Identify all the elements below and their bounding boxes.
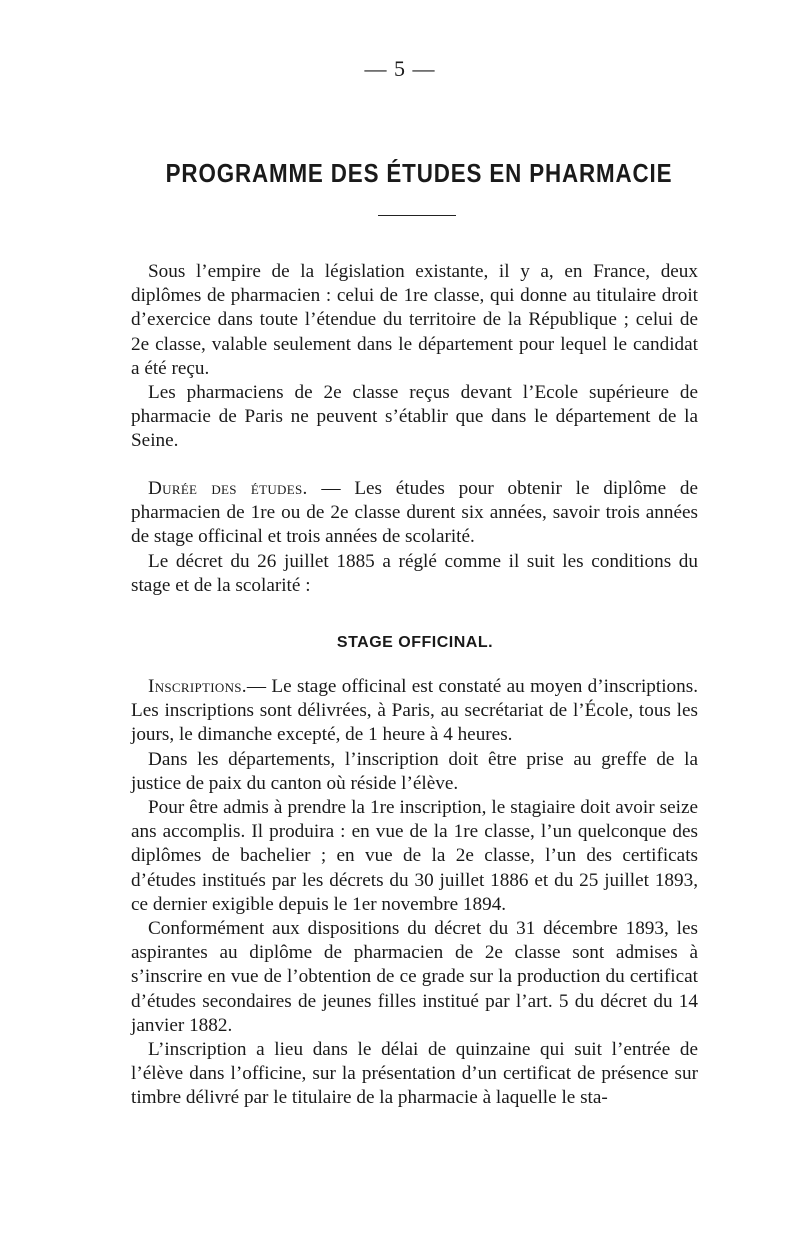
intro-section [131,260,698,454]
stage-paragraph-2: Dans les départements, l’inscription doit être prise au greffe de la justice de paix du canton où réside l’élève. [131,748,698,794]
inscriptions-text: — Le stage officinal est constaté au moyen d’inscriptions. Les inscriptions sont délivrées, à Paris, au secrétariat de l’École, tous les jours, le dimanche excepté, de 1 heure à 4 heures. [131,676,698,746]
stage-paragraph-5: L’inscription a lieu dans le délai de quinzaine qui suit l’entrée de l’élève dans l’officine, sur la présentation d’un certificat de présence sur timbre délivré par le titulaire de la pharmacie à laquelle le sta- [131,1039,698,1109]
duree-section [131,477,698,598]
stage-paragraph-3: Pour être admis à prendre la 1re inscription, le stagiaire doit avoir seize ans accomplis. Il produira : en vue de la 1re classe, l’un quelconque des diplômes de bachelier ; en vue de la 2e classe, l’un des certificats d’études institués par les décrets du 30 juillet 1886 et du 25 juillet 1893, ce dernier exigible depuis le 1er novembre 1894. [131,797,698,915]
duree-text: — Les études pour obtenir le diplôme de pharmacien de 1re ou de 2e classe durent six années, savoir trois années de stage officinal et trois années de scolarité. [131,478,698,548]
intro-paragraph-1: Sous l’empire de la législation existante, il y a, en France, deux diplômes de pharmacien : celui de 1re classe, qui donne au titulaire droit d’exercice dans toute l’étendue du territoire de la République ; celui de 2e classe, valable seulement dans le département pour lequel le candidat a été reçu. [131,261,698,379]
inscriptions-label: Inscriptions. [148,676,247,697]
page-number: — 5 — [364,56,436,81]
stage-paragraph-4: Conformément aux dispositions du décret du 31 décembre 1893, les aspirantes au diplôme de pharmacien de 2e classe sont admises à s’inscrire en vue de l’obtention de ce grade sur la production du certificat d’études secondaires de jeunes filles institué par l’art. 5 du décret du 14 janvier 1882. [131,918,698,1036]
intro-paragraph-2: Les pharmaciens de 2e classe reçus devant l’Ecole supérieure de pharmacie de Paris ne peuvent s’établir que dans le département de la Seine. [131,382,698,452]
duree-paragraph-1 [131,477,698,550]
page-title: PROGRAMME DES ÉTUDES EN PHARMACIE [165,158,673,188]
duree-paragraph-2: Le décret du 26 juillet 1885 a réglé comme il suit les conditions du stage et de la scolarité : [131,550,698,596]
stage-paragraph-1 [131,675,698,748]
stage-section [131,675,698,1111]
section-title: STAGE OFFICINAL. [336,634,494,651]
duree-label: Durée des études. [148,478,308,499]
title-divider [378,215,456,216]
